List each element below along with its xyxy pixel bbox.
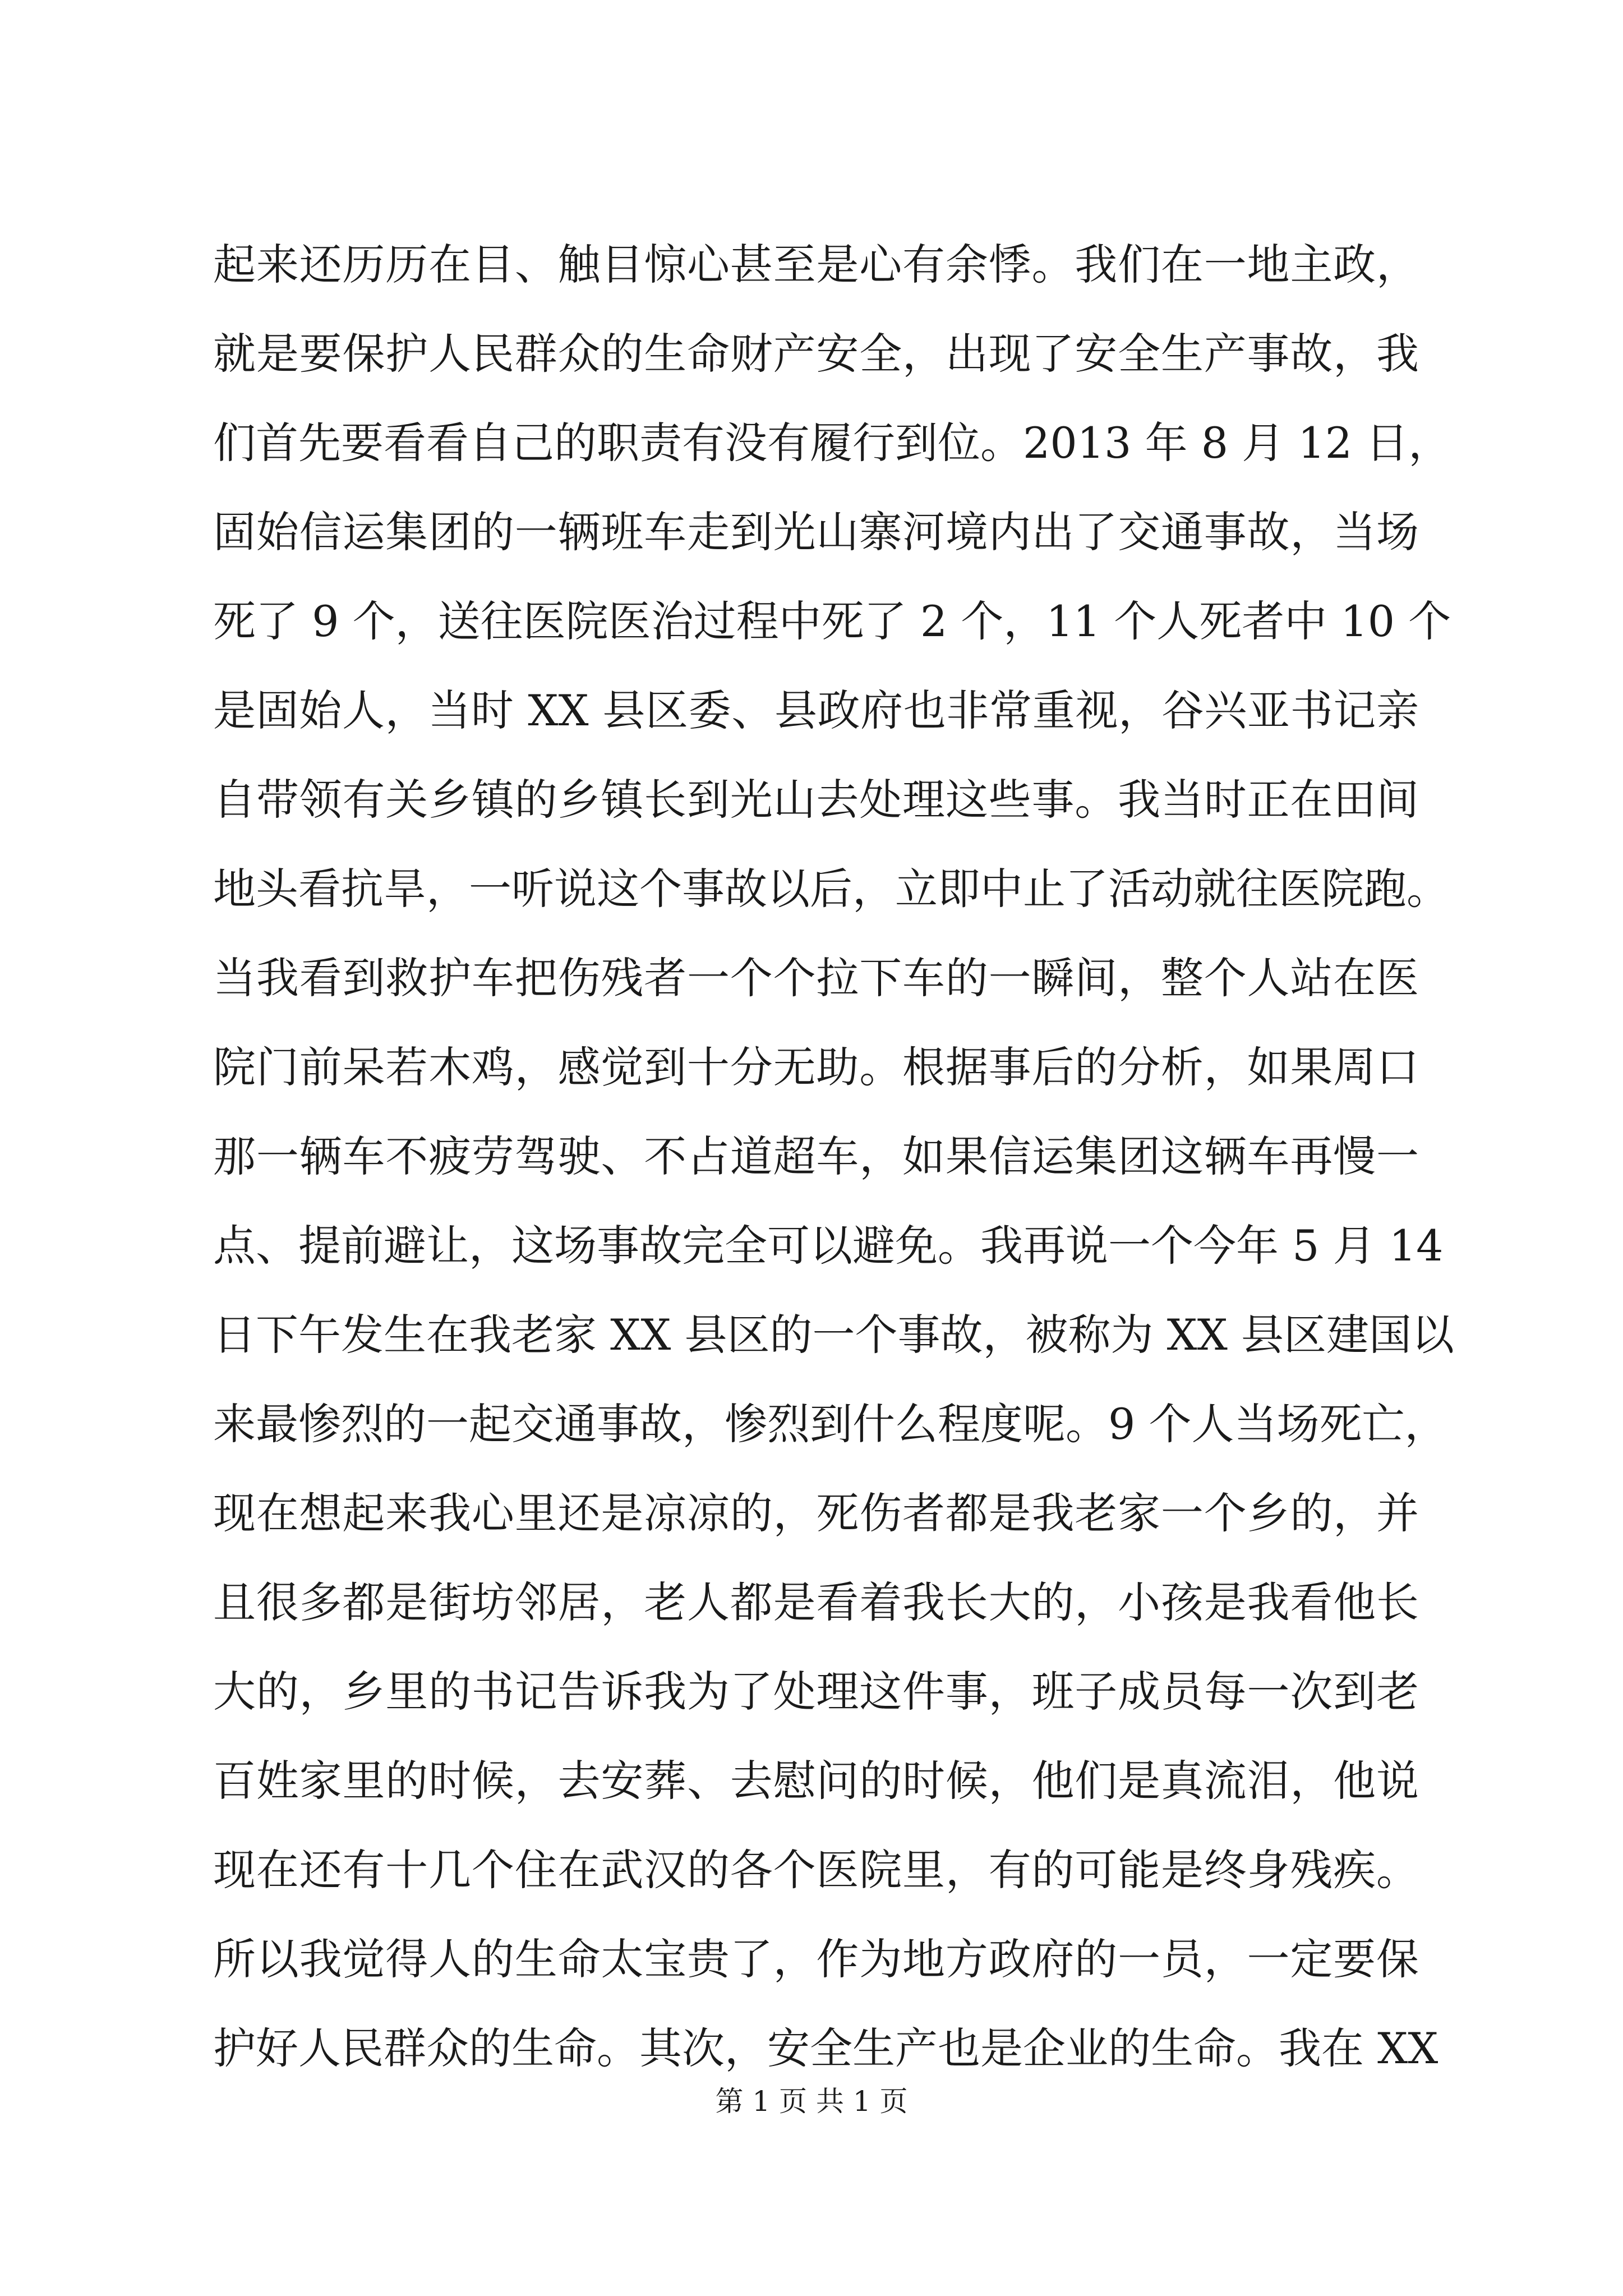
text-line: 院门前呆若木鸡，感觉到十分无助。根据事后的分析，如果周口 — [213, 1042, 1419, 1092]
text-line: 死了 9 个，送往医院医治过程中死了 2 个，11 个人死者中 10 个 — [213, 596, 1451, 646]
text-line: 日下午发生在我老家 XX 县区的一个事故，被称为 XX 县区建国以 — [213, 1310, 1455, 1360]
text-line: 护好人民群众的生命。其次，安全生产也是企业的生命。我在 XX — [213, 2023, 1438, 2073]
text-line: 且很多都是街坊邻居，老人都是看着我长大的，小孩是我看他长 — [213, 1577, 1419, 1627]
text-line: 来最惨烈的一起交通事故，惨烈到什么程度呢。9 个人当场死亡， — [213, 1399, 1447, 1449]
text-line: 们首先要看看自己的职责有没有履行到位。2013 年 8 月 12 日， — [213, 418, 1451, 468]
text-line: 就是要保护人民群众的生命财产安全，出现了安全生产事故，我 — [213, 329, 1419, 379]
text-line: 百姓家里的时候，去安葬、去慰问的时候，他们是真流泪，他说 — [213, 1756, 1419, 1806]
text-line: 所以我觉得人的生命太宝贵了，作为地方政府的一员，一定要保 — [213, 1934, 1419, 1984]
text-line: 自带领有关乡镇的乡镇长到光山去处理这些事。我当时正在田间 — [213, 775, 1419, 825]
text-line: 大的，乡里的书记告诉我为了处理这件事，班子成员每一次到老 — [213, 1667, 1419, 1717]
text-line: 固始信运集团的一辆班车走到光山寨河境内出了交通事故，当场 — [213, 507, 1419, 557]
body-text — [213, 220, 1455, 2093]
text-line: 当我看到救护车把伤残者一个个拉下车的一瞬间，整个人站在医 — [213, 953, 1419, 1003]
text-line: 点、提前避让，这场事故完全可以避免。我再说一个今年 5 月 14 — [213, 1221, 1444, 1271]
text-line: 现在还有十几个住在武汉的各个医院里，有的可能是终身残疾。 — [213, 1845, 1419, 1895]
text-line: 起来还历历在目、触目惊心甚至是心有余悸。我们在一地主政， — [213, 240, 1419, 289]
text-line: 那一辆车不疲劳驾驶、不占道超车，如果信运集团这辆车再慢一 — [213, 1131, 1419, 1181]
text-line: 地头看抗旱，一听说这个事故以后，立即中止了活动就往医院跑。 — [213, 864, 1449, 914]
text-line: 现在想起来我心里还是凉凉的，死伤者都是我老家一个乡的，并 — [213, 1488, 1419, 1538]
page-footer: 第 1 页 共 1 页 — [715, 2085, 908, 2118]
text-line: 是固始人，当时 XX 县区委、县政府也非常重视，谷兴亚书记亲 — [213, 685, 1419, 735]
